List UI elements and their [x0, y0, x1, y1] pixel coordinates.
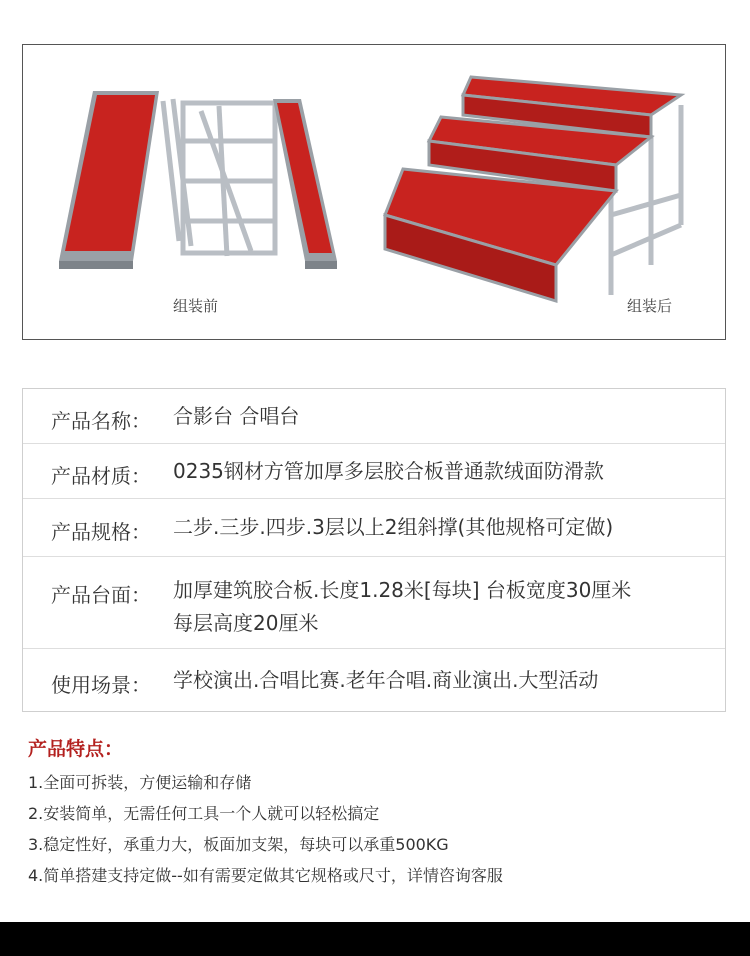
assembled-riser-image: [381, 65, 701, 315]
spec-row-name: [23, 389, 725, 444]
spec-label: 使用场景：: [51, 673, 151, 697]
spec-label: 产品材质：: [51, 464, 151, 488]
features-title: 产品特点：: [28, 738, 124, 760]
spec-value: 加厚建筑胶合板.长度1.28米[每块] 台板宽度30厘米 每层高度20厘米: [173, 578, 632, 635]
spec-row-surface: [23, 557, 725, 649]
spec-label: 产品台面：: [51, 583, 151, 607]
spec-value: 二步.三步.四步.3层以上2组斜撑(其他规格可定做): [173, 515, 614, 539]
caption-after-assembly: 组装后: [627, 297, 673, 315]
product-spec-table: [22, 388, 726, 712]
bottom-bar: [0, 922, 750, 956]
spec-value: 0235钢材方管加厚多层胶合板普通款绒面防滑款: [173, 459, 604, 483]
spec-row-material: [23, 444, 725, 499]
caption-before-assembly: 组装前: [173, 297, 219, 315]
feature-item: 3.稳定性好，承重力大，板面加支架，每块可以承重500KG: [28, 835, 449, 854]
spec-row-size: [23, 499, 725, 557]
spec-label: 产品名称：: [51, 409, 151, 433]
spec-label: 产品规格：: [51, 520, 151, 544]
product-photo-panel: [22, 44, 726, 340]
spec-value: 学校演出.合唱比赛.老年合唱.商业演出.大型活动: [173, 668, 599, 692]
feature-item: 4.简单搭建支持定做--如有需要定做其它规格或尺寸，详情咨询客服: [28, 866, 503, 885]
feature-item: 1.全面可拆装，方便运输和存储: [28, 773, 252, 792]
disassembled-riser-image: [51, 81, 351, 271]
feature-item: 2.安装简单，无需任何工具一个人就可以轻松搞定: [28, 804, 380, 823]
spec-value: 合影台 合唱台: [173, 404, 300, 428]
spec-row-usage: [23, 649, 725, 712]
features-list: [28, 770, 503, 894]
